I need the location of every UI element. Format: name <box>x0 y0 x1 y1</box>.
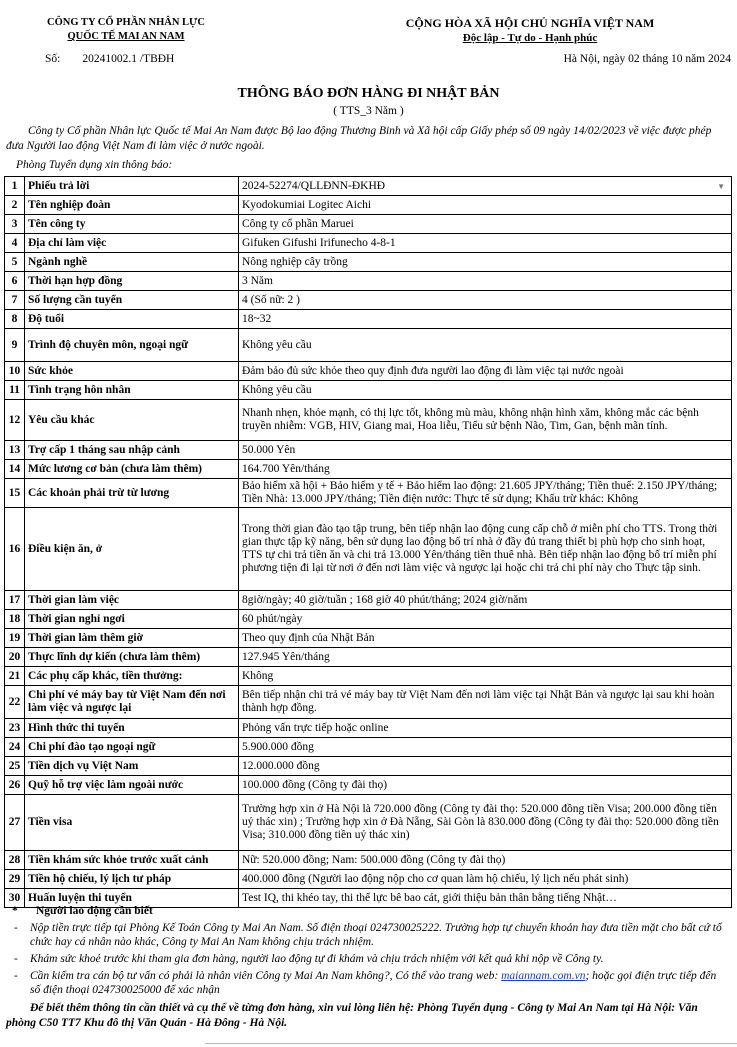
row-label: Thời gian làm thêm giờ <box>25 629 239 648</box>
row-number: 20 <box>5 648 25 667</box>
table-row <box>5 629 732 648</box>
note-item <box>6 952 728 966</box>
row-value <box>239 776 732 795</box>
row-label: Tiền dịch vụ Việt Nam <box>25 757 239 776</box>
row-value-text: Gifuken Gifushi Irifunecho 4-8-1 <box>242 236 396 249</box>
row-number: 10 <box>5 362 25 381</box>
table-row <box>5 291 732 310</box>
row-label: Tiền hộ chiếu, lý lịch tư pháp <box>25 870 239 889</box>
page-divider <box>205 1043 737 1044</box>
table-row <box>5 648 732 667</box>
row-value-text: 60 phút/ngày <box>242 612 303 625</box>
row-value-text: Phỏng vấn trực tiếp hoặc online <box>242 721 389 734</box>
notes-heading-text: Người lao động cần biết <box>36 905 153 917</box>
table-row <box>5 441 732 460</box>
row-number: 7 <box>5 291 25 310</box>
row-number: 13 <box>5 441 25 460</box>
table-row <box>5 329 732 362</box>
job-order-table-body <box>5 177 732 908</box>
table-row <box>5 591 732 610</box>
row-number: 26 <box>5 776 25 795</box>
row-value <box>239 870 732 889</box>
row-value <box>239 667 732 686</box>
row-value-text: 3 Năm <box>242 274 273 287</box>
row-value-text: 2024-52274/QLLĐNN-ĐKHĐ <box>242 179 386 192</box>
nation-title: CỘNG HÒA XÃ HỘI CHỦ NGHĨA VIỆT NAM <box>405 16 655 30</box>
row-label: Thời hạn hợp đồng <box>25 272 239 291</box>
row-number: 19 <box>5 629 25 648</box>
table-row <box>5 362 732 381</box>
table-row <box>5 310 732 329</box>
row-value-text: Công ty cổ phần Maruei <box>242 217 354 230</box>
row-value-text: 4 (Số nữ: 2 ) <box>242 293 300 306</box>
note-text: Khám sức khoẻ trước khi tham gia đơn hàng, người lao động tự đi khám và chịu trách nhiệm với kết quả khi nộp về Công ty. <box>30 953 604 965</box>
job-order-table <box>4 176 732 908</box>
row-value <box>239 460 732 479</box>
row-label: Sức khỏe <box>25 362 239 381</box>
table-row <box>5 757 732 776</box>
row-value-text: 50.000 Yên <box>242 443 296 456</box>
row-value <box>239 610 732 629</box>
row-value-text: 164.700 Yên/tháng <box>242 462 330 475</box>
row-label: Thực lĩnh dự kiến (chưa làm thêm) <box>25 648 239 667</box>
row-value <box>239 234 732 253</box>
national-header <box>330 16 730 46</box>
table-row <box>5 870 732 889</box>
row-value-text: Test IQ, thi khéo tay, thi thể lực bê bao cát, giới thiệu bản thân bằng tiếng Nhật… <box>242 891 617 904</box>
row-value <box>239 686 732 719</box>
row-value <box>239 196 732 215</box>
table-row <box>5 234 732 253</box>
row-value <box>239 591 732 610</box>
row-label: Ngành nghề <box>25 253 239 272</box>
row-number: 18 <box>5 610 25 629</box>
row-label: Tên công ty <box>25 215 239 234</box>
row-number: 14 <box>5 460 25 479</box>
row-number: 4 <box>5 234 25 253</box>
row-number: 9 <box>5 329 25 362</box>
row-value <box>239 291 732 310</box>
row-value <box>239 362 732 381</box>
row-value <box>239 400 732 441</box>
row-label: Thời gian làm việc <box>25 591 239 610</box>
table-row <box>5 610 732 629</box>
row-value <box>239 215 732 234</box>
table-row <box>5 667 732 686</box>
note-item <box>6 921 728 949</box>
row-number: 3 <box>5 215 25 234</box>
table-row <box>5 776 732 795</box>
table-row <box>5 738 732 757</box>
company-header <box>26 16 226 44</box>
row-label: Tình trạng hôn nhân <box>25 381 239 400</box>
row-value-text: 400.000 đồng (Người lao động nộp cho cơ quan làm hộ chiếu, lý lịch nếu phát sinh) <box>242 872 629 885</box>
document-date: Hà Nội, ngày 02 tháng 10 năm 2024 <box>563 53 731 65</box>
row-number: 8 <box>5 310 25 329</box>
row-value-text: 8giờ/ngày; 40 giờ/tuần ; 168 giờ 40 phút/tháng; 2024 giờ/năm <box>242 593 528 606</box>
row-value <box>239 272 732 291</box>
row-value-text: 100.000 đồng (Công ty đài thọ) <box>242 778 388 791</box>
row-number: 12 <box>5 400 25 441</box>
row-value-text: Đảm bảo đủ sức khỏe theo quy định đưa người lao động đi làm việc tại nước ngoài <box>242 364 624 377</box>
table-row <box>5 686 732 719</box>
table-row <box>5 253 732 272</box>
row-number: 27 <box>5 795 25 851</box>
row-label: Điều kiện ăn, ở <box>25 508 239 591</box>
document-subtitle: ( TTS_3 Năm ) <box>333 105 404 117</box>
row-label: Các phụ cấp khác, tiền thưởng: <box>25 667 239 686</box>
notes-heading <box>6 905 728 918</box>
table-row <box>5 215 732 234</box>
dropdown-arrow-icon[interactable]: ▼ <box>717 182 725 191</box>
row-label: Quỹ hỗ trợ việc làm ngoài nước <box>25 776 239 795</box>
notes-star-mark: * <box>12 905 18 917</box>
note-dash: - <box>14 922 18 934</box>
contact-paragraph: Để biết thêm thông tin cần thiết và cụ thể về từng đơn hàng, xin vui lòng liên hệ: Phòng Tuyển dụng - Công ty Mai An Nam tại Hà Nội: Văn phòng C50 TT7 Khu đô thị Văn Quán - Hà Đông - Hà Nội. <box>6 1002 698 1029</box>
row-value <box>239 757 732 776</box>
document-number <box>45 53 174 66</box>
row-value-text: Kyodokumiai Logitec Aichi <box>242 198 372 211</box>
table-row <box>5 400 732 441</box>
row-label: Số lượng cần tuyển <box>25 291 239 310</box>
document-title: THÔNG BÁO ĐƠN HÀNG ĐI NHẬT BẢN <box>237 86 500 101</box>
row-label: Độ tuổi <box>25 310 239 329</box>
row-label: Tên nghiệp đoàn <box>25 196 239 215</box>
website-link[interactable]: maiannam.com.vn <box>501 970 586 982</box>
row-value <box>239 648 732 667</box>
row-number: 2 <box>5 196 25 215</box>
row-value-text: 5.900.000 đồng <box>242 740 314 753</box>
table-row <box>5 851 732 870</box>
row-number: 15 <box>5 479 25 508</box>
row-value-text: Không <box>242 669 274 682</box>
row-value <box>239 310 732 329</box>
row-value <box>239 441 732 460</box>
row-label: Trình độ chuyên môn, ngoại ngữ <box>25 329 239 362</box>
row-number: 28 <box>5 851 25 870</box>
reply-form-dropdown[interactable] <box>239 177 732 196</box>
row-value <box>239 629 732 648</box>
row-value-text: Nhanh nhẹn, khỏe mạnh, có thị lực tốt, không mù màu, không nhận hình xăm, không mắc các bệnh truyền nhiễm: VGB, HIV, Giang mai, Hoa liễu, Tiểu sử bệnh Não, Tim, Gan, bệnh mãn tính. <box>242 407 699 432</box>
document-number-label: Số: <box>45 53 61 65</box>
row-value <box>239 719 732 738</box>
row-value-text: 127.945 Yên/tháng <box>242 650 330 663</box>
row-value-text: Nữ: 520.000 đồng; Nam: 500.000 đồng (Công ty đài thọ) <box>242 853 506 866</box>
note-text: Nộp tiền trực tiếp tại Phòng Kế Toán Công ty Mai An Nam. Số điện thoại 024730025222. Trường hợp tự chuyển khoản hay đưa tiền mặt cho bất cứ tổ chức hay cá nhân nào khác, Công ty Mai An Nam không chịu trách nhiệm. <box>30 922 722 948</box>
table-row <box>5 381 732 400</box>
note-item <box>6 969 728 997</box>
table-row <box>5 508 732 591</box>
row-value-text: Không yêu cầu <box>242 383 312 396</box>
row-value <box>239 381 732 400</box>
row-value <box>239 508 732 591</box>
row-label: Phiếu trả lời <box>25 177 239 196</box>
row-label: Chi phí đào tạo ngoại ngữ <box>25 738 239 757</box>
row-label: Trợ cấp 1 tháng sau nhập cảnh <box>25 441 239 460</box>
row-value-text: 12.000.000 đồng <box>242 759 320 772</box>
row-value <box>239 479 732 508</box>
row-number: 11 <box>5 381 25 400</box>
row-label: Huấn luyện thi tuyển <box>25 889 239 908</box>
row-number: 5 <box>5 253 25 272</box>
row-label: Tiền visa <box>25 795 239 851</box>
row-number: 23 <box>5 719 25 738</box>
row-value-text: Nông nghiệp cây trồng <box>242 255 348 268</box>
national-motto: Độc lập - Tự do - Hạnh phúc <box>462 32 598 44</box>
row-value-text: Bên tiếp nhận chi trả vé máy bay từ Việt Nam đến nơi làm việc tại Nhật Bản và ngược lại sau khi hoàn thành hợp đồng. <box>242 689 715 714</box>
row-number: 16 <box>5 508 25 591</box>
announce-line: Phòng Tuyển dụng xin thông báo: <box>16 159 173 171</box>
notes-section <box>6 905 728 1031</box>
note-dash: - <box>14 970 18 982</box>
row-value-text: Không yêu cầu <box>242 338 312 351</box>
row-value <box>239 851 732 870</box>
row-number: 29 <box>5 870 25 889</box>
intro-paragraph: Công ty Cổ phần Nhân lực Quốc tế Mai An Nam được Bộ lao động Thương Binh và Xã hội cấp Giấy phép số 09 ngày 14/02/2023 về việc được phép đưa Người lao động Việt Nam đi làm việc ở nước ngoài. <box>6 125 712 152</box>
row-number: 22 <box>5 686 25 719</box>
row-number: 21 <box>5 667 25 686</box>
row-value <box>239 795 732 851</box>
table-row <box>5 479 732 508</box>
row-value <box>239 253 732 272</box>
row-number: 1 <box>5 177 25 196</box>
row-value-text: Trường hợp xin ở Hà Nội là 720.000 đồng (Công ty đài thọ: 520.000 đồng tiền Visa; 200.000 đồng tiền uỷ thác xin) ; Trường hợp xin ở Đà Nẵng, Sài Gòn là 830.000 đồng (Công ty đài thọ: 520.000 đồng tiền Visa; 310.000 đồng tiền uỷ thác xin) <box>242 803 719 841</box>
table-row <box>5 460 732 479</box>
note-text: Cần kiểm tra cán bộ tư vấn có phải là nhân viên Công ty Mai An Nam không?, Có thể vào trang web: <box>30 970 502 982</box>
table-row <box>5 196 732 215</box>
row-value-text: 18~32 <box>242 312 272 325</box>
company-name-line1: CÔNG TY CỔ PHẦN NHÂN LỰC <box>47 17 205 28</box>
row-label: Yêu cầu khác <box>25 400 239 441</box>
row-label: Chi phí vé máy bay từ Việt Nam đến nơi làm việc và ngược lại <box>25 686 239 719</box>
table-row <box>5 177 732 196</box>
row-number: 6 <box>5 272 25 291</box>
table-row <box>5 272 732 291</box>
row-label: Mức lương cơ bản (chưa làm thêm) <box>25 460 239 479</box>
row-value <box>239 738 732 757</box>
company-name-line2: QUỐC TẾ MAI AN NAM <box>67 31 185 42</box>
note-dash: - <box>14 953 18 965</box>
table-row <box>5 719 732 738</box>
row-number: 30 <box>5 889 25 908</box>
note-text: ; hoặc gọi điện trực tiếp đến số điện thoại 024730025000 để xác nhận <box>30 970 717 996</box>
row-value-text: Trong thời gian đào tạo tập trung, bên tiếp nhận lao động cung cấp chỗ ở miễn phí cho TTS. Trong thời gian thực tập kỹ năng, bên sử dụng lao động bố trí nhà ở đầy đủ trang thiết bị phù hợp cho sinh hoạt, TTS tự chi trả tiền ăn và chi trả 13.000 Yên/tháng tiền thuê nhà. Bên tiếp nhận lao động bố trí miễn phí phương tiện đi lại từ nơi ở đến nơi làm việc và ngược lại hoặc chi trả chi phí này cho Thực tập sinh. <box>242 523 718 574</box>
row-label: Thời gian nghỉ ngơi <box>25 610 239 629</box>
row-number: 25 <box>5 757 25 776</box>
document-number-value: 20241002.1 /TBĐH <box>82 53 175 65</box>
row-value-text: Theo quy định của Nhật Bản <box>242 631 375 644</box>
table-row <box>5 795 732 851</box>
row-value <box>239 329 732 362</box>
row-value-text: Bảo hiểm xã hội + Bảo hiểm y tế + Bảo hiểm lao động: 21.605 JPY/tháng; Tiền thuế: 2.150 JPY/tháng; Tiền Nhà: 13.000 JPY/tháng; Tiền điện nước: Thực tế sử dụng; Khấu trừ khác: Không <box>242 480 718 505</box>
row-label: Các khoản phải trừ từ lương <box>25 479 239 508</box>
row-label: Địa chỉ làm việc <box>25 234 239 253</box>
row-label: Tiền khám sức khỏe trước xuất cảnh <box>25 851 239 870</box>
row-number: 24 <box>5 738 25 757</box>
row-number: 17 <box>5 591 25 610</box>
row-label: Hình thức thi tuyển <box>25 719 239 738</box>
